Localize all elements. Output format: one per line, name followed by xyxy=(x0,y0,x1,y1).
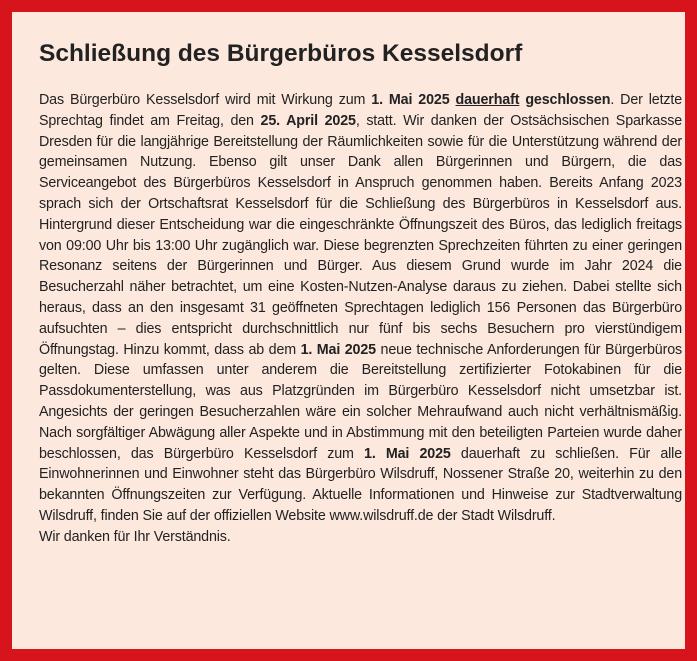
closing-date-repeat: 1. Mai 2025 xyxy=(364,445,451,462)
notice-body xyxy=(39,90,682,548)
text-segment: dauerhaft zu schließen. Für alle Einwohnerinnen und Einwohner steht das Bürgerbüro Wilsdruff, Nossener Straße 20, weiterhin zu den bekannten Öffnungszeiten zur Verfügung. Aktuelle Informationen und Hinweise zur Stadtverwaltung Wilsdruff, finden Sie auf der offiziellen Website www.wilsdruff.de der Stadt Wilsdruff. xyxy=(39,445,682,524)
notice-closing: Wir danken für Ihr Verständnis. xyxy=(39,528,231,545)
text-segment: neue technische Anforderungen für Bürgerbüros gelten. Diese umfassen unter anderem die Bereitstellung zertifizierter Fotokabinen für die Passdokumenterstellung, was aus Platzgründen im Bürgerbüro Kesselsdorf nicht umsetzbar ist. Angesichts der geringen Besucherzahlen wäre ein solcher Mehraufwand auch nicht verhältnismäßig. Nach sorgfältiger Abwägung aller Aspekte und in Abstimmung mit den beteiligten Parteien wurde daher beschlossen, das Bürgerbüro Kesselsdorf zum xyxy=(39,341,683,462)
closing-date: 1. Mai 2025 xyxy=(371,92,450,108)
notice-title: Schließung des Bürgerbüros Kesselsdorf xyxy=(39,40,523,67)
notice-paragraph xyxy=(39,90,682,527)
requirements-date: 1. Mai 2025 xyxy=(300,341,376,358)
emphasis-closed: geschlossen xyxy=(525,92,611,108)
text-segment: . Der letzte Sprechtag findet am Freitag, den xyxy=(39,92,683,129)
text-segment: , statt. Wir danken der Ostsächsischen Sparkasse Dresden für die langjährige Bereitstellung der Räumlichkeiten sowie für die Unterstützung während der gemeinsamen Nutzung. Ebenso gilt unser Dank allen Bürgerinnen und Bürgern, die das Serviceangebot des Bürgerbüros Kesselsdorf in Anspruch genommen haben. Bereits Anfang 2023 sprach sich der Ortschaftsrat Kesselsdorf für die Schließung des Bürgerbüros in Kesselsdorf aus. Hintergrund dieser Entscheidung war die eingeschränkte Öffnungszeit des Büros, das lediglich freitags von 09:00 Uhr bis 13:00 Uhr zugänglich war. Diese begrenzten Sprechzeiten führten zu einer geringen Resonanz seitens der Bürgerinnen und Bürger. Aus diesem Grund wurde im Jahr 2024 die Besucherzahl näher betrachtet, um eine Kosten-Nutzen-Analyse daraus zu ziehen. Dabei stellte sich heraus, dass an den insgesamt 31 geöffneten Sprechtagen lediglich 156 Personen das Bürgerbüro aufsuchten – dies entspricht durchschnittlich nur fünf bis sechs Besuchern pro vierstündigem Öffnungstag. Hinzu kommt, dass ab dem xyxy=(39,112,683,358)
last-day-date: 25. April 2025 xyxy=(260,112,356,129)
emphasis-permanent: dauerhaft xyxy=(455,92,520,108)
text-segment: Das Bürgerbüro Kesselsdorf wird mit Wirkung zum xyxy=(39,92,372,108)
